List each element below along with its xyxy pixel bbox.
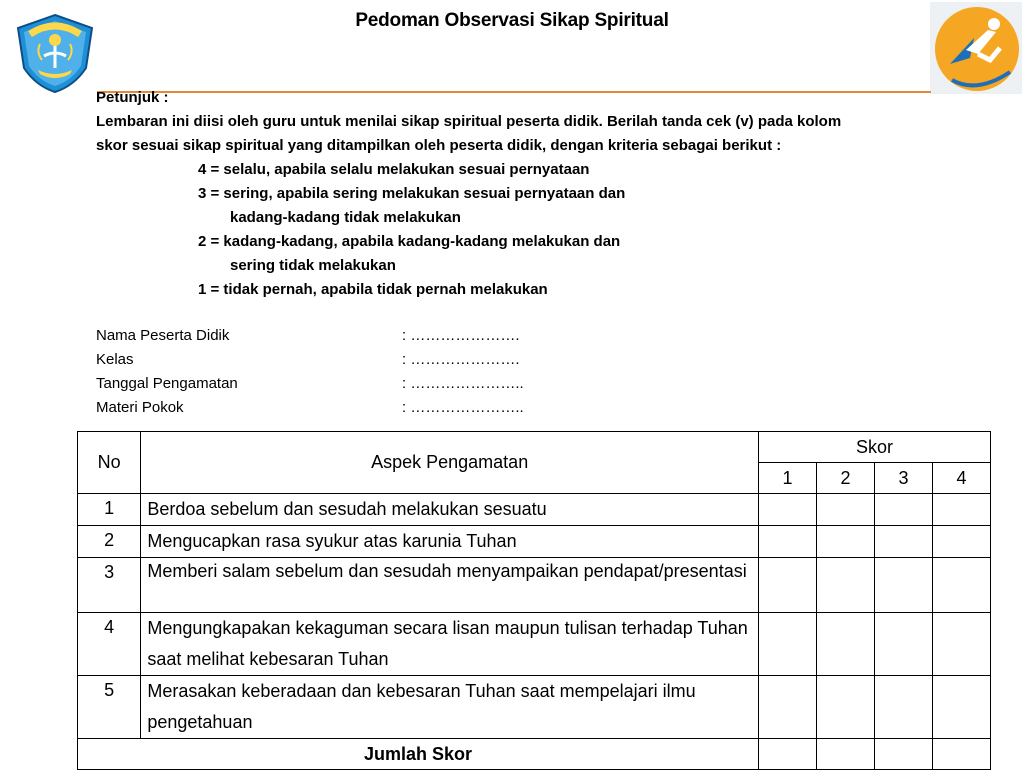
header-score-2: 2 — [816, 463, 874, 494]
score-cell[interactable] — [816, 613, 874, 676]
criteria-2-cont: sering tidak melakukan — [230, 257, 396, 274]
field-label: Kelas — [96, 351, 134, 368]
criteria-2: 2 = kadang-kadang, apabila kadang-kadang melakukan dan — [198, 233, 621, 250]
field-label: Materi Pokok — [96, 399, 184, 416]
score-cell[interactable] — [874, 494, 932, 526]
header-divider — [97, 91, 931, 93]
total-score-cell[interactable] — [932, 739, 990, 770]
row-aspect: Mengungkapakan kekaguman secara lisan maupun tulisan terhadap Tuhan saat melihat kebesaran Tuhan — [141, 613, 759, 676]
instructions-heading: Petunjuk : — [96, 89, 169, 106]
score-cell[interactable] — [758, 676, 816, 739]
row-number: 3 — [78, 558, 141, 613]
row-number: 2 — [78, 526, 141, 558]
row-number: 5 — [78, 676, 141, 739]
observation-table — [77, 431, 991, 770]
header-score-3: 3 — [874, 463, 932, 494]
field-value: : …………………. — [402, 327, 520, 344]
criteria-1: 1 = tidak pernah, apabila tidak pernah melakukan — [198, 281, 548, 298]
criteria-4: 4 = selalu, apabila selalu melakukan sesuai pernyataan — [198, 161, 590, 178]
total-score-cell[interactable] — [816, 739, 874, 770]
score-cell[interactable] — [932, 494, 990, 526]
score-cell[interactable] — [816, 558, 874, 613]
score-cell[interactable] — [874, 558, 932, 613]
row-number: 1 — [78, 494, 141, 526]
table-row — [78, 558, 991, 613]
score-cell[interactable] — [874, 676, 932, 739]
score-cell[interactable] — [816, 676, 874, 739]
score-cell[interactable] — [932, 676, 990, 739]
score-cell[interactable] — [874, 613, 932, 676]
score-cell[interactable] — [816, 494, 874, 526]
score-cell[interactable] — [758, 613, 816, 676]
score-cell[interactable] — [932, 558, 990, 613]
field-value: : …………………. — [402, 351, 520, 368]
header-aspect: Aspek Pengamatan — [141, 432, 759, 494]
score-cell[interactable] — [758, 494, 816, 526]
table-row — [78, 494, 991, 526]
header-score: Skor — [758, 432, 990, 463]
page-title: Pedoman Observasi Sikap Spiritual — [355, 10, 669, 31]
score-cell[interactable] — [758, 526, 816, 558]
score-cell[interactable] — [932, 613, 990, 676]
instructions-line-2: skor sesuai sikap spiritual yang ditampilkan oleh peserta didik, dengan kriteria sebagai berikut : — [96, 137, 782, 154]
score-cell[interactable] — [932, 526, 990, 558]
header-score-1: 1 — [758, 463, 816, 494]
total-label: Jumlah Skor — [78, 739, 759, 770]
header-no: No — [78, 432, 141, 494]
instructions-line-1: Lembaran ini diisi oleh guru untuk menilai sikap spiritual peserta didik. Berilah tanda cek (v) pada kolom — [96, 113, 842, 130]
criteria-3-cont: kadang-kadang tidak melakukan — [230, 209, 461, 226]
row-aspect: Memberi salam sebelum dan sesudah menyampaikan pendapat/presentasi — [141, 558, 759, 613]
field-label: Nama Peserta Didik — [96, 327, 230, 344]
score-cell[interactable] — [816, 526, 874, 558]
score-cell[interactable] — [874, 526, 932, 558]
total-score-cell[interactable] — [758, 739, 816, 770]
row-aspect: Merasakan keberadaan dan kebesaran Tuhan saat mempelajari ilmu pengetahuan — [141, 676, 759, 739]
field-value: : ………………….. — [402, 375, 524, 392]
criteria-3: 3 = sering, apabila sering melakukan sesuai pernyataan dan — [198, 185, 626, 202]
row-aspect: Berdoa sebelum dan sesudah melakukan sesuatu — [141, 494, 759, 526]
table-row — [78, 676, 991, 739]
row-number: 4 — [78, 613, 141, 676]
field-value: : ………………….. — [402, 399, 524, 416]
table-row — [78, 526, 991, 558]
table-row — [78, 613, 991, 676]
total-row — [78, 739, 991, 770]
field-label: Tanggal Pengamatan — [96, 375, 238, 392]
score-cell[interactable] — [758, 558, 816, 613]
total-score-cell[interactable] — [874, 739, 932, 770]
header-score-4: 4 — [932, 463, 990, 494]
table-header-row — [78, 432, 991, 463]
row-aspect: Mengucapkan rasa syukur atas karunia Tuhan — [141, 526, 759, 558]
